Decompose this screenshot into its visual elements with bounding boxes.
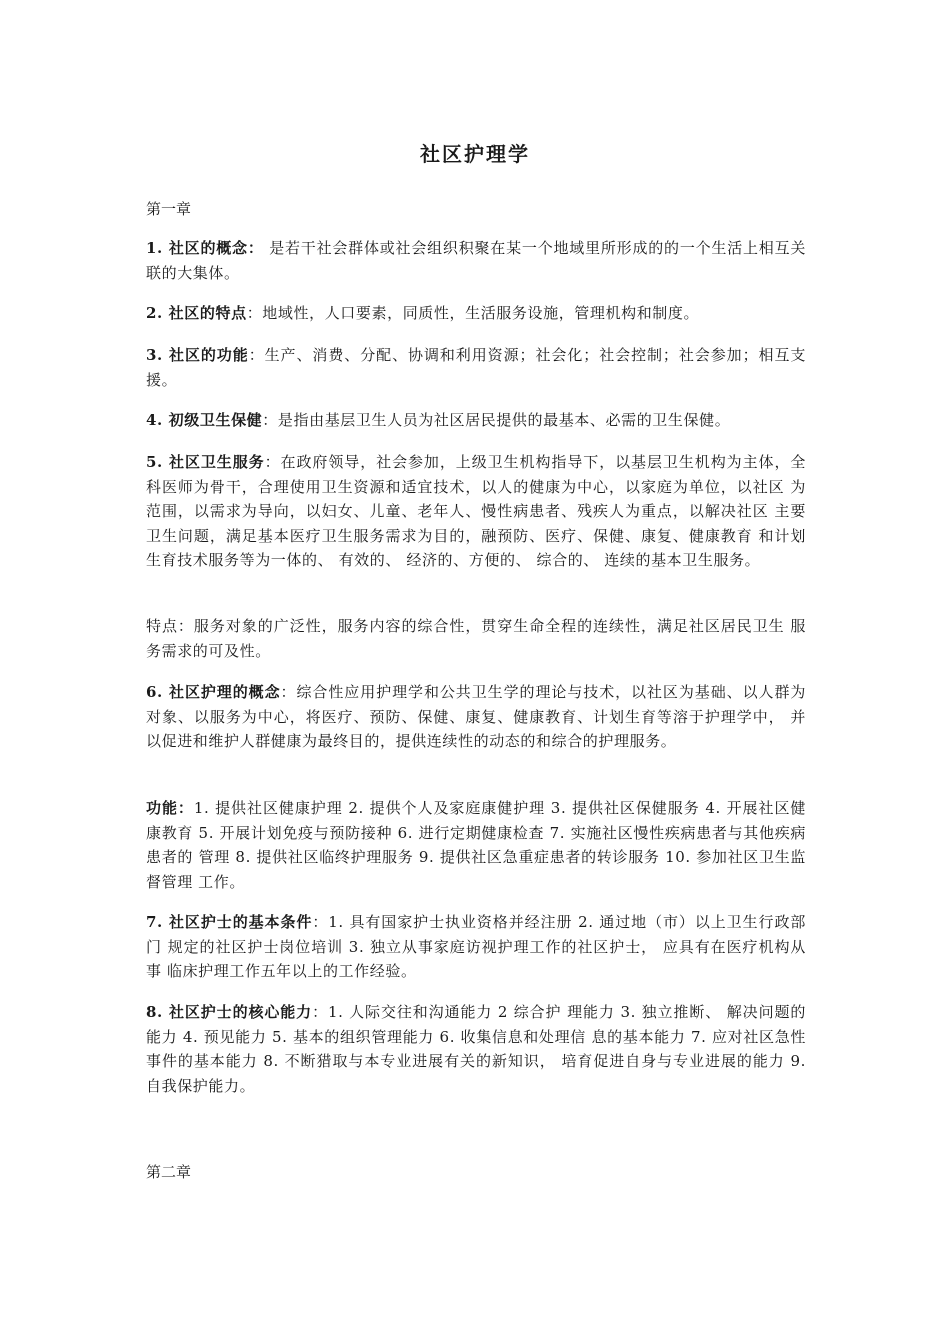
document-title: 社区护理学 <box>420 142 530 166</box>
term-body: ：在政府领导，社会参加，上级卫生机构指导下，以基层卫生机构为主体，全 科医师为骨干，合理使用卫生资源和适宜技术，以人的健康为中心，以家庭为单位，以社区 为范围，以需求为导向，以妇女、儿童、老年人、慢性病患者、残疾人为重点，以解决社区 主要卫生问题，满足基本医疗卫生服务需求为目的，融预防、医疗、保健、康复、健康教育 和计划生育技术服务等为一体的、 有效的、 经济的、方便的、 综合的、 连续的基本卫生服务。 <box>146 453 806 569</box>
paragraph-nurse-basic-requirements <box>146 910 806 984</box>
paragraph-nurse-core-competencies <box>146 1000 806 1098</box>
paragraph-community-features <box>146 301 806 326</box>
paragraph-community-concept <box>146 236 806 285</box>
paragraph-nursing-functions <box>146 796 806 894</box>
paragraph-primary-health-care <box>146 408 806 433</box>
term-body: 1. 提供社区健康护理 2. 提供个人及家庭康健护理 3. 提供社区保健服务 4. 开展社区健康教育 5. 开展计划免疫与预防接种 6. 进行定期健康检查 7. 实施社区慢性疾病患者与其他疾病患者的 管理 8. 提供社区临终护理服务 9. 提供社区急重症患者的转诊服务 10. 参加社区卫生监督管理 工作。 <box>146 799 806 891</box>
chapter-heading: 第一章 <box>146 200 192 218</box>
term-body: ：是指由基层卫生人员为社区居民提供的最基本、必需的卫生保健。 <box>262 411 731 429</box>
term-body: 特点：服务对象的广泛性，服务内容的综合性，贯穿生命全程的连续性，满足社区居民卫生 服务需求的可及性。 <box>146 617 806 660</box>
term-label: 3. 社区的功能 <box>146 346 249 364</box>
term-body: ：1. 人际交往和沟通能力 2 综合护 理能力 3. 独立推断、 解决问题的能力 4. 预见能力 5. 基本的组织管理能力 6. 收集信息和处理信 息的基本能力 7. 应对社区急性事件的基本能力 8. 不断猎取与本专业进展有关的新知识， 培育促进自身与专业进展的能力 9. 自我保护能力。 <box>146 1003 806 1095</box>
term-label: 4. 初级卫生保健 <box>146 411 263 429</box>
term-label: 7. 社区护士的基本条件 <box>146 913 313 931</box>
term-label: 8. 社区护士的核心能力 <box>146 1003 313 1021</box>
term-label: 1. 社区的概念： <box>146 239 264 257</box>
term-label: 2. 社区的特点 <box>146 304 247 322</box>
term-body: 是若干社会群体或社会组织积聚在某一个地域里所形成的的一个生活上相互关 联的大集体。 <box>146 239 806 282</box>
term-body: ：生产、消费、分配、协调和利用资源；社会化；社会控制；社会参加；相互支 援。 <box>146 346 806 389</box>
term-label: 功能： <box>146 799 194 817</box>
term-label: 6. 社区护理的概念 <box>146 683 281 701</box>
term-body: ：地域性，人口要素，同质性，生活服务设施，管理机构和制度。 <box>246 304 700 322</box>
paragraph-service-features <box>146 614 806 663</box>
chapter-heading: 第二章 <box>146 1163 192 1181</box>
term-body: ：1. 具有国家护士执业资格并经注册 2. 通过地（市）以上卫生行政部门 规定的社区护士岗位培训 3. 独立从事家庭访视护理工作的社区护士， 应具有在医疗机构从事 临床护理工作五年以上的工作经验。 <box>146 913 806 980</box>
paragraph-community-functions <box>146 343 806 392</box>
paragraph-community-health-service <box>146 450 806 573</box>
term-label: 5. 社区卫生服务 <box>146 453 265 471</box>
paragraph-community-nursing-concept <box>146 680 806 754</box>
term-body: ：综合性应用护理学和公共卫生学的理论与技术，以社区为基础、以人群为 对象、以服务为中心，将医疗、预防、保健、康复、健康教育、计划生育等溶于护理学中， 并以促进和维护人群健康为最终目的，提供连续性的动态的和综合的护理服务。 <box>146 683 806 750</box>
